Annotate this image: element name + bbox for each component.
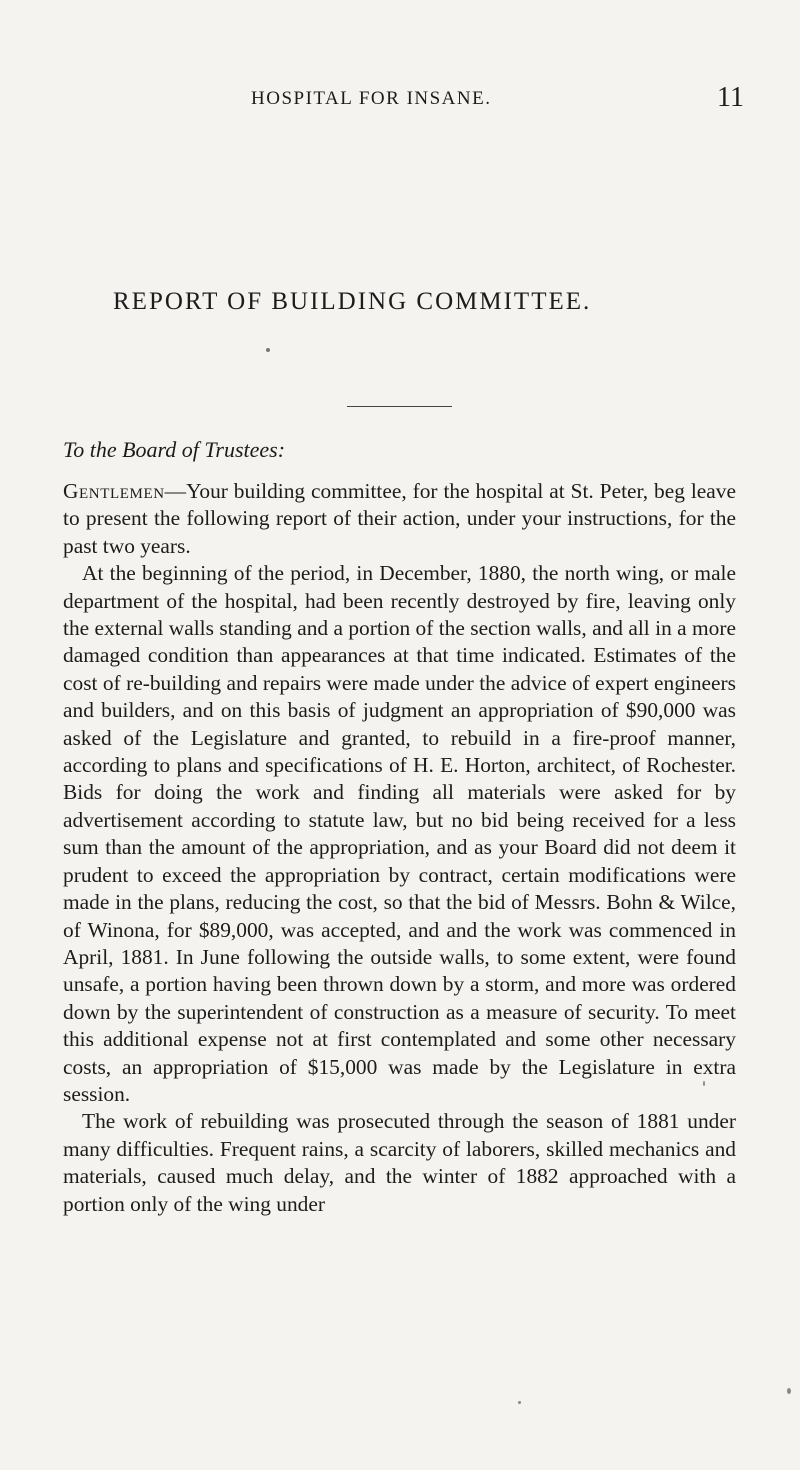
title-rule (347, 406, 452, 407)
report-title: REPORT OF BUILDING COMMITTEE. (113, 288, 592, 315)
paper-speck (703, 1081, 705, 1086)
salutation: To the Board of Trustees: (63, 437, 286, 462)
ornament-dot (266, 348, 270, 352)
opening-word: Gentlemen (63, 479, 165, 503)
paragraph-1 (63, 478, 736, 560)
running-head: HOSPITAL FOR INSANE. (251, 88, 492, 109)
report-body (63, 478, 736, 1218)
paragraph-1-text: —Your building committee, for the hospital at St. Peter, beg leave to present the following report of their action, under your instructions, for the past two years. (63, 479, 736, 558)
page-number: 11 (717, 82, 744, 113)
paper-speck (787, 1388, 791, 1394)
paragraph-2: At the beginning of the period, in December, 1880, the north wing, or male department of the hospital, had been recently destroyed by fire, leaving only the external walls standing and a portion of the section walls, and all in a more damaged condition than appearances at that time indicated. Estimates of the cost of re-building and repairs were made under the advice of expert engineers and builders, and on this basis of judgment an appropriation of $90,000 was asked of the Legislature and granted, to rebuild in a fire-proof manner, according to plans and specifications of H. E. Horton, architect, of Rochester. Bids for doing the work and finding all materials were asked for by advertisement according to statute law, but no bid being received for a less sum than the amount of the appropriation, and as your Board did not deem it prudent to exceed the appropriation by contract, certain modifications were made in the plans, reducing the cost, so that the bid of Messrs. Bohn & Wilce, of Winona, for $89,000, was accepted, and and the work was commenced in April, 1881. In June following the outside walls, to some extent, were found unsafe, a portion having been thrown down by a storm, and more was ordered down by the superintendent of construction as a measure of security. To meet this additional expense not at first contemplated and some other necessary costs, an appropriation of $15,000 was made by the Legislature in extra session. (63, 561, 736, 1106)
paragraph-3: The work of rebuilding was prosecuted through the season of 1881 under many difficulties. Frequent rains, a scarcity of laborers, skilled mechanics and materials, caused much delay, and the winter of 1882 approached with a portion only of the wing under (63, 1109, 736, 1216)
paper-speck (518, 1401, 521, 1404)
